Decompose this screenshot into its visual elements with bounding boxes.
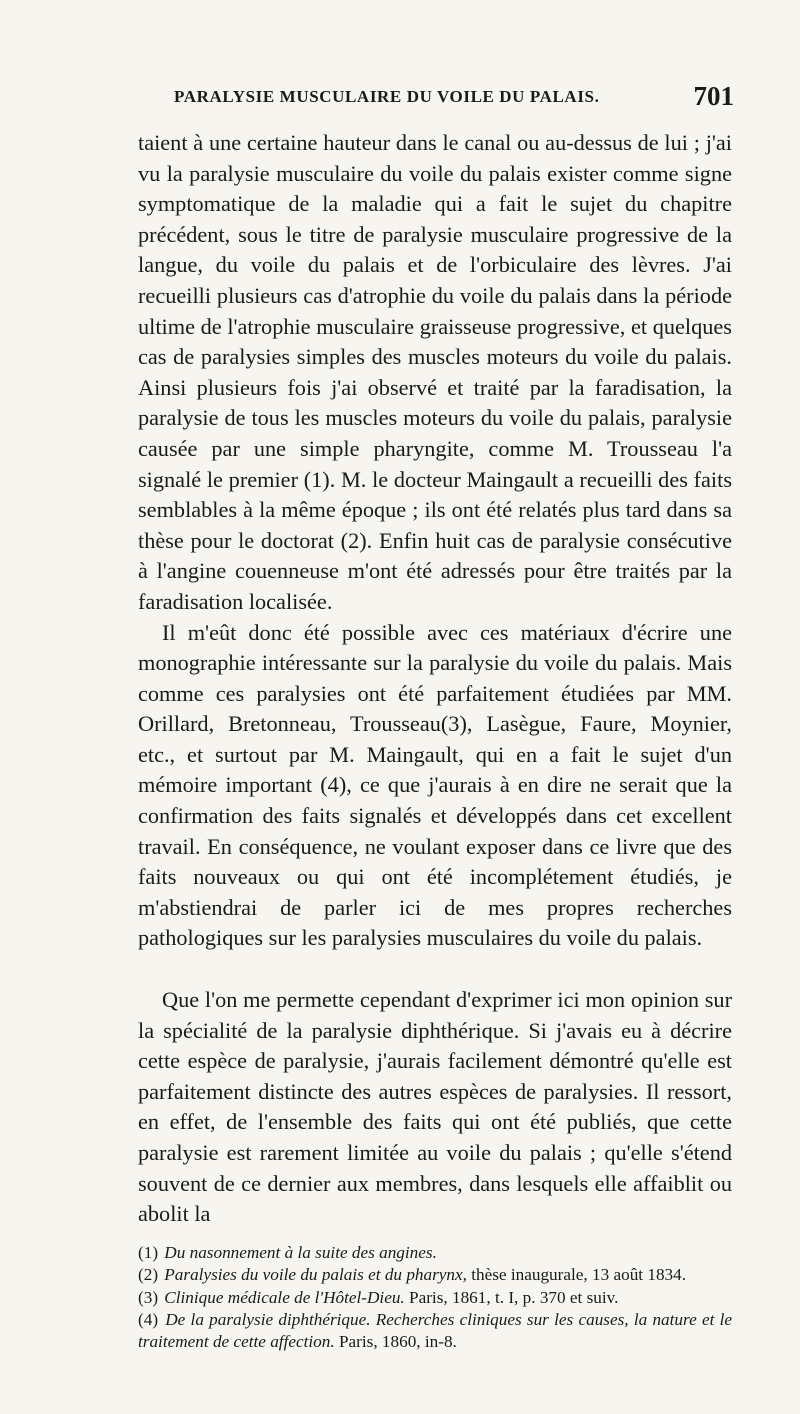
footnote-details: Paris, 1861, t. I, p. 370 et suiv.: [404, 1287, 619, 1307]
footnote-number: (2): [138, 1265, 159, 1285]
body-paragraph-2: Il m'eût donc été possible avec ces matériaux d'écrire une monographie intéressante sur la paralysie du voile du palais. Mais comme ces paralysies ont été parfaitement étudiées par MM. Orillard, Bretonneau, Trousseau(3), Lasègue, Faure, Moynier, etc., et surtout par M. Maingault, qui en a fait le sujet d'un mémoire important (4), ce que j'aurais à en dire ne serait que la confirmation des faits signalés et développés dans cet excellent travail. En conséquence, ne voulant exposer dans ce livre que des faits nouveaux ou qui ont été incomplétement étudiés, je m'abstiendrai de parler ici de mes propres recherches pathologiques sur les paralysies musculaires du voile du palais.: [138, 619, 732, 951]
body-paragraph-1: taient à une certaine hauteur dans le canal ou au-dessus de lui ; j'ai vu la paralysie musculaire du voile du palais exister comme signe symptomatique de la maladie qui a fait le sujet du chapitre précédent, sous le titre de paralysie musculaire progressive de la langue, du voile du palais et de l'orbiculaire des lèvres. J'ai recueilli plusieurs cas d'atrophie du voile du palais dans la période ultime de l'atrophie musculaire graisseuse progressive, et quelques cas de paralysies simples des muscles moteurs du voile du palais. Ainsi plusieurs fois j'ai observé et traité par la faradisation, la paralysie de tous les muscles moteurs du voile du palais, paralysie causée par une simple pharyngite, comme M. Trousseau l'a signalé le premier (1). M. le docteur Maingault a recueilli des faits semblables à la même époque ; ils ont été relatés plus tard dans sa thèse pour le doctorat (2). Enfin huit cas de paralysie consécutive à l'angine couenneuse m'ont été adressés pour être traités par la faradisation localisée.: [138, 130, 732, 614]
footnote-3: [138, 1287, 732, 1309]
running-title: PARALYSIE MUSCULAIRE DU VOILE DU PALAIS.: [174, 87, 600, 106]
footnote-4: [138, 1309, 732, 1354]
footnote-2: [138, 1264, 732, 1286]
page-number: 701: [693, 81, 734, 111]
footnote-title: Clinique médicale de l'Hôtel-Dieu.: [164, 1287, 405, 1307]
footnote-title: Paralysies du voile du palais et du pharynx,: [164, 1265, 467, 1285]
footnotes: [138, 1242, 732, 1354]
main-text: [138, 128, 732, 1354]
footnote-number: (1): [138, 1242, 159, 1262]
footnote-title: De la paralysie diphthérique. Recherches cliniques sur les causes, la nature et le traitement de cette affection.: [138, 1310, 733, 1352]
footnote-1: [138, 1242, 732, 1264]
footnote-title: Du nasonnement à la suite des angines.: [164, 1242, 437, 1262]
footnote-number: (4): [138, 1310, 159, 1329]
footnote-number: (3): [138, 1287, 159, 1307]
footnote-details: Paris, 1860, in-8.: [334, 1332, 457, 1352]
page-header: [174, 81, 734, 115]
body-paragraph-3: Que l'on me permette cependant d'exprimer ici mon opinion sur la spécialité de la paralysie diphthérique. Si j'avais eu à décrire cette espèce de paralysie, j'aurais facilement démontré qu'elle est parfaitement distincte des autres espèces de paralysies. Il ressort, en effet, de l'ensemble des faits qui ont été publiés, que cette paralysie est rarement limitée au voile du palais ; qu'elle s'étend souvent de ce dernier aux membres, dans lesquels elle affaiblit ou abolit la: [138, 987, 732, 1227]
footnote-details: thèse inaugurale, 13 août 1834.: [466, 1265, 687, 1285]
